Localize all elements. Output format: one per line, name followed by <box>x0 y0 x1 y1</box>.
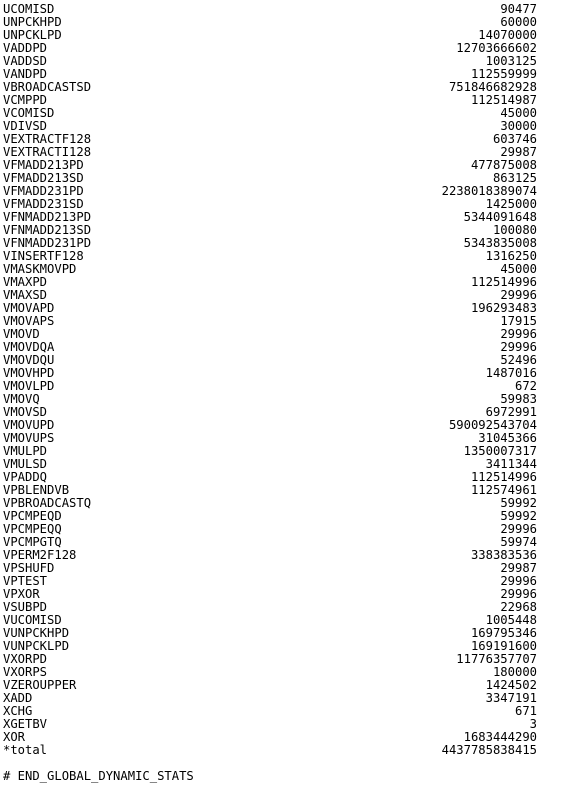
instruction-row <box>3 536 537 549</box>
instruction-name: VBROADCASTSD <box>3 80 92 94</box>
instruction-name: VPADDQ <box>3 470 48 484</box>
stats-document <box>3 0 537 783</box>
instruction-name: VFMADD231SD <box>3 197 84 211</box>
instruction-row <box>3 419 537 432</box>
instruction-name: VFMADD213SD <box>3 171 84 185</box>
instruction-name: VADDPD <box>3 41 48 55</box>
instruction-count: 5343835008 <box>463 236 537 250</box>
instruction-name: VFMADD231PD <box>3 184 84 198</box>
instruction-name: UNPCKLPD <box>3 28 62 42</box>
instruction-row <box>3 471 537 484</box>
instruction-count: 1487016 <box>485 366 537 380</box>
instruction-count: 29996 <box>500 587 537 601</box>
instruction-count: 863125 <box>492 171 537 185</box>
instruction-name: VMULPD <box>3 444 48 458</box>
instruction-name: VMOVSD <box>3 405 48 419</box>
instruction-name: VDIVSD <box>3 119 48 133</box>
instruction-row <box>3 354 537 367</box>
instruction-count: 112574961 <box>470 483 537 497</box>
instruction-count: 1425000 <box>485 197 537 211</box>
instruction-name: VMOVDQU <box>3 353 55 367</box>
instruction-count: 112514996 <box>470 470 537 484</box>
instruction-row <box>3 679 537 692</box>
instruction-name: UCOMISD <box>3 2 55 16</box>
instruction-row <box>3 549 537 562</box>
instruction-row <box>3 692 537 705</box>
instruction-count: 1316250 <box>485 249 537 263</box>
instruction-row <box>3 380 537 393</box>
instruction-row <box>3 315 537 328</box>
instruction-name: VMOVAPD <box>3 301 55 315</box>
instruction-count: 5344091648 <box>463 210 537 224</box>
instruction-row <box>3 341 537 354</box>
instruction-row <box>3 16 537 29</box>
instruction-count: 29987 <box>500 145 537 159</box>
instruction-count: 52496 <box>500 353 537 367</box>
instruction-name: VMOVLPD <box>3 379 55 393</box>
instruction-row <box>3 263 537 276</box>
instruction-count: 6972991 <box>485 405 537 419</box>
instruction-name: VPBROADCASTQ <box>3 496 92 510</box>
instruction-row <box>3 393 537 406</box>
instruction-name: UNPCKHPD <box>3 15 62 29</box>
instruction-name: VMOVUPS <box>3 431 55 445</box>
instruction-name: VMOVQ <box>3 392 40 406</box>
instruction-count: 338383536 <box>470 548 537 562</box>
instruction-count: 59992 <box>500 509 537 523</box>
instruction-row <box>3 445 537 458</box>
instruction-row <box>3 328 537 341</box>
instruction-name: VMOVUPD <box>3 418 55 432</box>
instruction-count: 3 <box>529 717 537 731</box>
instruction-row <box>3 718 537 731</box>
instruction-name: VMASKMOVPD <box>3 262 77 276</box>
instruction-row <box>3 588 537 601</box>
instruction-count: 4437785838415 <box>441 743 537 757</box>
instruction-name: VPCMPGTQ <box>3 535 62 549</box>
instruction-count: 100080 <box>492 223 537 237</box>
stats-table <box>3 3 537 757</box>
instruction-name: XCHG <box>3 704 33 718</box>
instruction-row <box>3 562 537 575</box>
instruction-row <box>3 458 537 471</box>
instruction-count: 3411344 <box>485 457 537 471</box>
total-row <box>3 744 537 757</box>
instruction-name: VMOVDQA <box>3 340 55 354</box>
instruction-name: VMOVD <box>3 327 40 341</box>
instruction-count: 477875008 <box>470 158 537 172</box>
instruction-name: VFNMADD231PD <box>3 236 92 250</box>
instruction-count: 29996 <box>500 327 537 341</box>
instruction-count: 2238018389074 <box>441 184 537 198</box>
instruction-count: 112514987 <box>470 93 537 107</box>
instruction-name: VCOMISD <box>3 106 55 120</box>
instruction-count: 90477 <box>500 2 537 16</box>
instruction-count: 169795346 <box>470 626 537 640</box>
instruction-count: 11776357707 <box>456 652 537 666</box>
instruction-row <box>3 653 537 666</box>
instruction-row <box>3 81 537 94</box>
instruction-name: VMAXSD <box>3 288 48 302</box>
instruction-count: 672 <box>514 379 537 393</box>
instruction-row <box>3 627 537 640</box>
instruction-row <box>3 42 537 55</box>
instruction-name: *total <box>3 743 48 757</box>
instruction-count: 17915 <box>500 314 537 328</box>
end-stats-marker: # END_GLOBAL_DYNAMIC_STATS <box>3 769 194 783</box>
instruction-count: 31045366 <box>478 431 537 445</box>
instruction-name: VFNMADD213SD <box>3 223 92 237</box>
instruction-name: VXORPS <box>3 665 48 679</box>
instruction-name: VCMPPD <box>3 93 48 107</box>
instruction-count: 180000 <box>492 665 537 679</box>
instruction-count: 29996 <box>500 574 537 588</box>
instruction-row <box>3 523 537 536</box>
instruction-row <box>3 250 537 263</box>
instruction-count: 30000 <box>500 119 537 133</box>
instruction-name: VUNPCKHPD <box>3 626 70 640</box>
instruction-row <box>3 601 537 614</box>
instruction-count: 22968 <box>500 600 537 614</box>
instruction-count: 196293483 <box>470 301 537 315</box>
instruction-count: 1003125 <box>485 54 537 68</box>
instruction-count: 59983 <box>500 392 537 406</box>
instruction-name: VFMADD213PD <box>3 158 84 172</box>
instruction-count: 112514996 <box>470 275 537 289</box>
instruction-row <box>3 302 537 315</box>
instruction-row <box>3 705 537 718</box>
instruction-name: VEXTRACTI128 <box>3 145 92 159</box>
instruction-count: 1424502 <box>485 678 537 692</box>
instruction-name: VPSHUFD <box>3 561 55 575</box>
instruction-name: VPCMPEQQ <box>3 522 62 536</box>
instruction-count: 3347191 <box>485 691 537 705</box>
instruction-row <box>3 3 537 16</box>
instruction-count: 45000 <box>500 262 537 276</box>
instruction-name: VFNMADD213PD <box>3 210 92 224</box>
instruction-name: VXORPD <box>3 652 48 666</box>
instruction-name: VMULSD <box>3 457 48 471</box>
instruction-count: 12703666602 <box>456 41 537 55</box>
instruction-count: 29996 <box>500 522 537 536</box>
instruction-name: VMAXPD <box>3 275 48 289</box>
instruction-name: VMOVHPD <box>3 366 55 380</box>
instruction-count: 751846682928 <box>448 80 537 94</box>
instruction-count: 590092543704 <box>448 418 537 432</box>
instruction-row <box>3 497 537 510</box>
instruction-name: VZEROUPPER <box>3 678 77 692</box>
instruction-count: 59992 <box>500 496 537 510</box>
instruction-row <box>3 107 537 120</box>
instruction-name: XOR <box>3 730 26 744</box>
instruction-row <box>3 367 537 380</box>
instruction-name: XADD <box>3 691 33 705</box>
instruction-count: 1350007317 <box>463 444 537 458</box>
instruction-count: 45000 <box>500 106 537 120</box>
instruction-name: VEXTRACTF128 <box>3 132 92 146</box>
instruction-name: XGETBV <box>3 717 48 731</box>
instruction-row <box>3 55 537 68</box>
instruction-count: 60000 <box>500 15 537 29</box>
instruction-name: VINSERTF128 <box>3 249 84 263</box>
instruction-row <box>3 94 537 107</box>
instruction-row <box>3 276 537 289</box>
instruction-name: VMOVAPS <box>3 314 55 328</box>
instruction-count: 169191600 <box>470 639 537 653</box>
instruction-name: VUCOMISD <box>3 613 62 627</box>
instruction-name: VSUBPD <box>3 600 48 614</box>
instruction-name: VPCMPEQD <box>3 509 62 523</box>
instruction-count: 59974 <box>500 535 537 549</box>
instruction-count: 14070000 <box>478 28 537 42</box>
instruction-name: VPTEST <box>3 574 48 588</box>
instruction-row <box>3 289 537 302</box>
instruction-name: VUNPCKLPD <box>3 639 70 653</box>
instruction-name: VANDPD <box>3 67 48 81</box>
instruction-count: 29996 <box>500 288 537 302</box>
instruction-row <box>3 432 537 445</box>
instruction-count: 1683444290 <box>463 730 537 744</box>
instruction-count: 671 <box>514 704 537 718</box>
instruction-count: 603746 <box>492 132 537 146</box>
instruction-row <box>3 666 537 679</box>
instruction-name: VPBLENDVB <box>3 483 70 497</box>
instruction-name: VPXOR <box>3 587 40 601</box>
instruction-count: 112559999 <box>470 67 537 81</box>
instruction-row <box>3 614 537 627</box>
instruction-count: 1005448 <box>485 613 537 627</box>
instruction-name: VPERM2F128 <box>3 548 77 562</box>
instruction-row <box>3 575 537 588</box>
instruction-row <box>3 510 537 523</box>
instruction-name: VADDSD <box>3 54 48 68</box>
instruction-count: 29987 <box>500 561 537 575</box>
instruction-count: 29996 <box>500 340 537 354</box>
